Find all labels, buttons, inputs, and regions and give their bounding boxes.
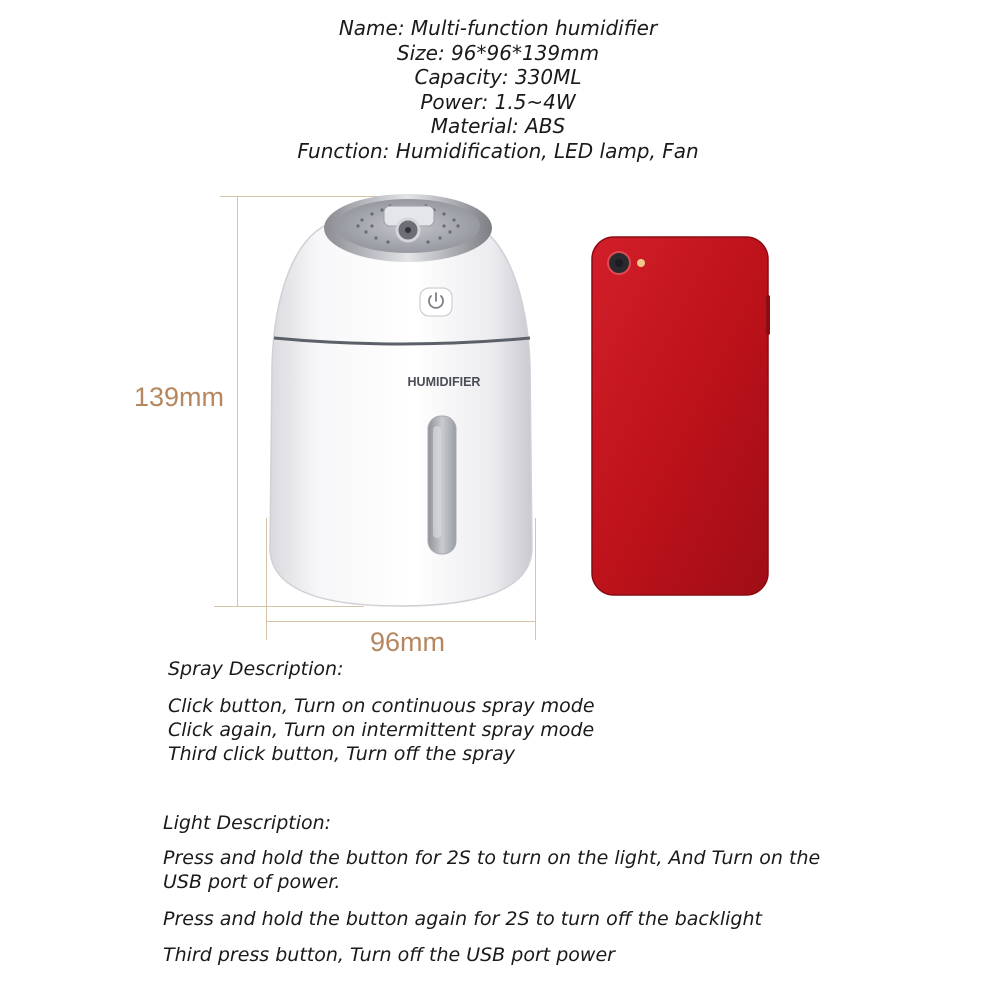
spec-list (0, 16, 996, 163)
light-line-3: Third press button, Turn off the USB port power (163, 944, 615, 966)
humidifier-body (270, 220, 532, 606)
height-line (237, 196, 238, 607)
spray-title: Spray Description: (168, 658, 344, 680)
width-label: 96mm (370, 627, 446, 657)
height-label: 139mm (134, 382, 225, 412)
spec-power: Power: 1.5~4W (420, 89, 576, 114)
light-line-1: Press and hold the button for 2S to turn on the light, And Turn on the USB port of power. (163, 847, 821, 893)
spec-size: Size: 96*96*139mm (396, 40, 600, 65)
phone-image (590, 235, 775, 600)
spray-line-2: Click again, Turn on intermittent spray mode (168, 719, 595, 741)
light-title: Light Description: (163, 812, 332, 834)
spec-name: Name: Multi-function humidifier (338, 16, 658, 40)
spec-material: Material: ABS (430, 114, 566, 138)
width-line (266, 621, 536, 622)
spray-line-1: Click button, Turn on continuous spray mode (168, 695, 595, 717)
phone-body (592, 237, 768, 595)
light-line-2: Press and hold the button again for 2S to turn off the backlight (163, 908, 762, 930)
brand-text: HUMIDIFIER (407, 375, 481, 389)
spec-function: Function: Humidification, LED lamp, Fan (297, 138, 699, 163)
humidifier-image (262, 190, 542, 610)
spray-line-3: Third click button, Turn off the spray (168, 743, 515, 765)
spec-capacity: Capacity: 330ML (414, 65, 582, 89)
water-window (428, 416, 456, 554)
phone-flash (637, 259, 645, 267)
